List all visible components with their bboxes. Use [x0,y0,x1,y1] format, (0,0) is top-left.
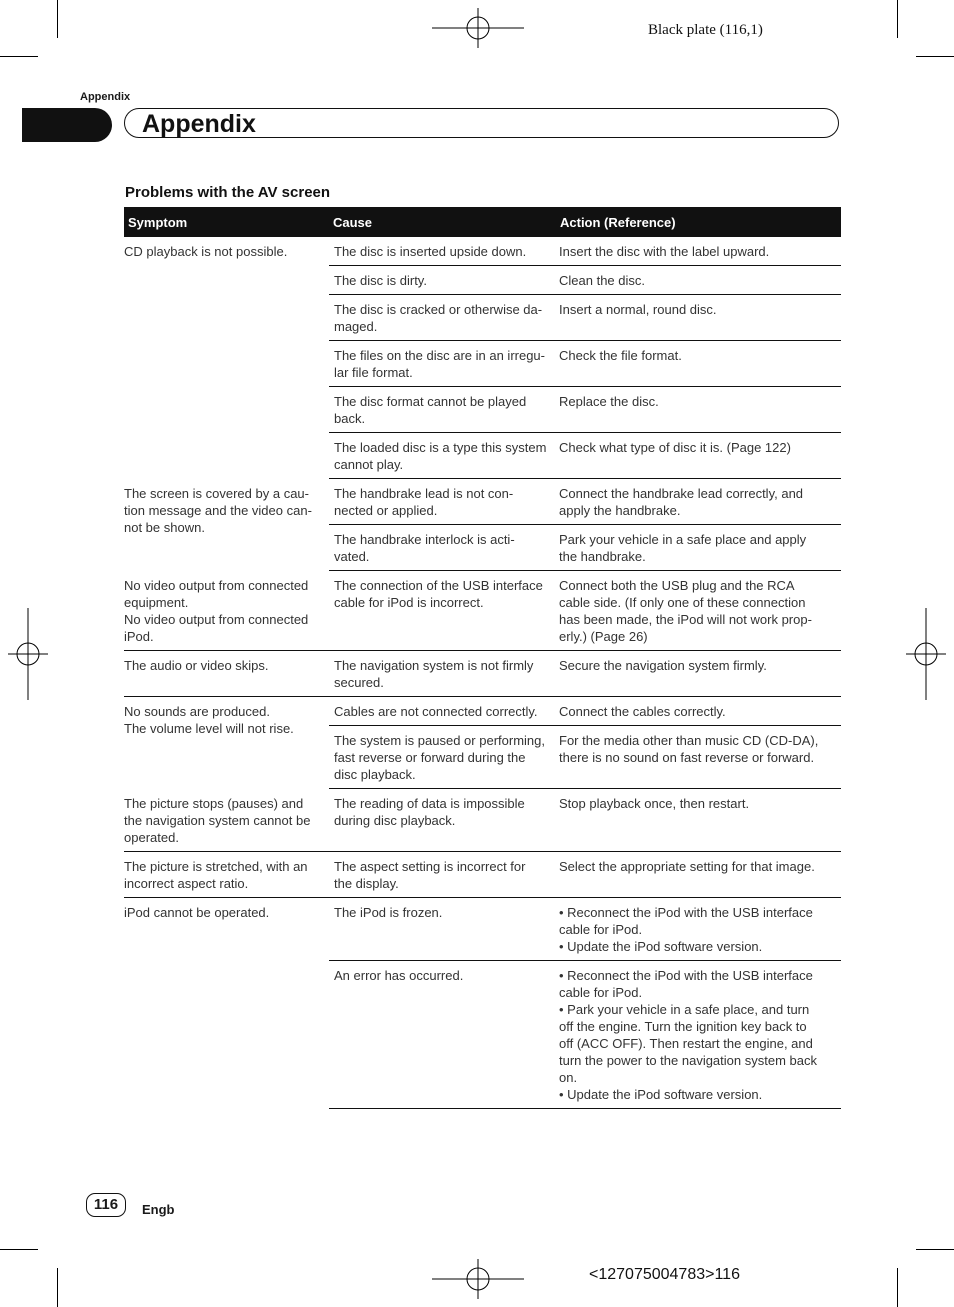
cause-text: Cables are not connected correctly. [334,704,538,719]
action-text: cable for iPod. [559,984,643,1000]
section-tab [22,108,112,142]
symptom-text: The picture stops (pauses) and [124,795,304,811]
action-text: erly.) (Page 26) [559,629,648,644]
cause-text: cable for iPod is incorrect. [334,595,484,610]
plate-label: Black plate (116,1) [648,22,763,38]
cause-text: The navigation system is not firmly [334,658,534,673]
crop-mark [916,56,954,57]
action-text: Clean the disc. [559,273,645,288]
cause-cell [329,851,556,897]
crop-mark [916,1249,954,1250]
action-cell [556,433,841,479]
cause-cell [329,295,556,341]
cause-text: The loaded disc is a type this system [334,440,547,455]
action-text: Select the appropriate setting for that image. [559,858,815,874]
symptom-text: iPod cannot be operated. [124,904,270,920]
table-header-row [124,207,841,237]
column-header-action: Action (Reference) [556,207,841,237]
troubleshooting-table [124,207,841,1109]
symptom-text: operated. [124,829,179,845]
action-text: off (ACC OFF). Then restart the engine, and [559,1035,813,1051]
cause-text: the display. [334,875,399,891]
crop-mark [57,1268,58,1307]
cause-cell [329,525,556,571]
cause-text: An error has occurred. [334,967,464,983]
cause-text: nected or applied. [334,503,438,518]
action-text: • Reconnect the iPod with the USB interface [559,967,813,983]
symptom-text: CD playback is not possible. [124,244,288,259]
symptom-cell [124,479,329,571]
table-row [124,851,841,897]
cause-cell [329,726,556,789]
cause-text: secured. [334,675,384,690]
crop-mark [897,0,898,38]
cause-cell [329,266,556,295]
table-row [124,571,841,651]
cause-text: The handbrake lead is not con- [334,486,514,501]
section-label: Appendix [80,91,131,103]
cause-text: The reading of data is impossible [334,796,525,811]
symptom-text: tion message and the video can- [124,502,312,518]
column-header-cause: Cause [329,207,556,237]
action-cell [556,960,841,1108]
table-row [124,897,841,960]
symptom-cell [124,897,329,1108]
symptom-text: incorrect aspect ratio. [124,875,249,891]
action-text: Replace the disc. [559,394,659,409]
table-row [124,697,841,726]
action-cell [556,237,841,266]
action-text: • Park your vehicle in a safe place, and turn [559,1001,810,1017]
cause-cell [329,433,556,479]
action-text: Check the file format. [559,348,682,363]
symptom-text: equipment. [124,594,189,610]
action-text: For the media other than music CD (CD-DA), [559,733,819,748]
symptom-text: the navigation system cannot be [124,812,311,828]
action-text: turn the power to the navigation system back [559,1052,817,1068]
action-text: cable side. (If only one of these connection [559,595,806,610]
table-row [124,651,841,697]
symptom-text: The screen is covered by a cau- [124,485,309,501]
symptom-text: No video output from connected [124,611,309,627]
action-text: Insert the disc with the label upward. [559,244,770,259]
cause-text: The aspect setting is incorrect for [334,858,526,874]
action-text: Check what type of disc it is. (Page 122) [559,440,791,455]
action-cell [556,789,841,852]
cause-text: The handbrake interlock is acti- [334,532,515,547]
registration-mark-icon [8,608,48,700]
action-text: Connect the handbrake lead correctly, and [559,486,804,501]
action-text: Connect both the USB plug and the RCA [559,578,795,593]
action-cell [556,726,841,789]
cause-text: The system is paused or performing, [334,733,545,748]
cause-text: back. [334,411,366,426]
action-text: there is no sound on fast reverse or forward. [559,750,815,765]
table-row [124,789,841,852]
crop-mark [897,1268,898,1307]
action-cell [556,266,841,295]
action-text: Stop playback once, then restart. [559,796,750,811]
cause-cell [329,237,556,266]
action-text: the handbrake. [559,549,646,564]
cause-cell [329,341,556,387]
registration-mark-icon [432,8,524,48]
table-heading: Problems with the AV screen [125,184,331,201]
action-cell [556,651,841,697]
action-text: has been made, the iPod will not work prop- [559,612,812,627]
action-cell [556,851,841,897]
symptom-cell [124,651,329,697]
cause-text: The iPod is frozen. [334,904,443,920]
crop-mark [57,0,58,38]
symptom-text: The volume level will not rise. [124,721,294,736]
action-cell [556,341,841,387]
cause-cell [329,897,556,960]
action-cell [556,571,841,651]
cause-text: The disc format cannot be played [334,394,527,409]
action-text: • Update the iPod software version. [559,1086,763,1102]
column-header-symptom: Symptom [124,207,329,237]
action-cell [556,479,841,525]
cause-text: cannot play. [334,457,404,472]
action-cell [556,697,841,726]
cause-text: The disc is dirty. [334,273,427,288]
registration-mark-icon [432,1259,524,1299]
action-text: Connect the cables correctly. [559,704,726,719]
cause-cell [329,697,556,726]
registration-mark-icon [906,608,946,700]
action-cell [556,387,841,433]
cause-text: The disc is cracked or otherwise da- [334,302,543,317]
action-text: Insert a normal, round disc. [559,302,717,317]
symptom-cell [124,789,329,852]
symptom-cell [124,697,329,789]
symptom-text: No video output from connected [124,577,309,593]
cause-text: lar file format. [334,365,413,380]
symptom-cell [124,851,329,897]
cause-text: vated. [334,549,370,564]
symptom-cell [124,571,329,651]
table-row [124,237,841,266]
symptom-text: The picture is stretched, with an [124,858,308,874]
action-text: Park your vehicle in a safe place and apply [559,532,807,547]
symptom-text: The audio or video skips. [124,658,269,673]
language-code: Engb [142,1202,175,1217]
action-cell [556,525,841,571]
cause-cell [329,479,556,525]
cause-text: The disc is inserted upside down. [334,244,527,259]
action-text: Secure the navigation system firmly. [559,658,767,673]
cause-cell [329,571,556,651]
cause-text: The files on the disc are in an irregu- [334,348,545,363]
cause-text: disc playback. [334,767,416,782]
cause-cell [329,960,556,1108]
action-text: on. [559,1069,578,1085]
cause-text: fast reverse or forward during the [334,750,526,765]
cause-cell [329,387,556,433]
crop-mark [0,56,38,57]
action-text: cable for iPod. [559,921,643,937]
symptom-text: No sounds are produced. [124,704,270,719]
cause-text: The connection of the USB interface [334,578,543,593]
symptom-text: not be shown. [124,519,205,535]
document-code: <127075004783>116 [589,1266,740,1283]
symptom-text: iPod. [124,628,154,644]
action-text: • Reconnect the iPod with the USB interface [559,904,813,920]
action-cell [556,897,841,960]
page-number: 116 [86,1193,126,1217]
symptom-cell [124,237,329,479]
action-text: off the engine. Turn the ignition key back to [559,1018,807,1034]
action-text: • Update the iPod software version. [559,938,763,954]
cause-text: during disc playback. [334,813,456,828]
action-text: apply the handbrake. [559,503,681,518]
page-title: Appendix [142,110,256,138]
table-row [124,479,841,525]
cause-cell [329,789,556,852]
action-cell [556,295,841,341]
crop-mark [0,1249,38,1250]
cause-text: maged. [334,319,378,334]
cause-cell [329,651,556,697]
